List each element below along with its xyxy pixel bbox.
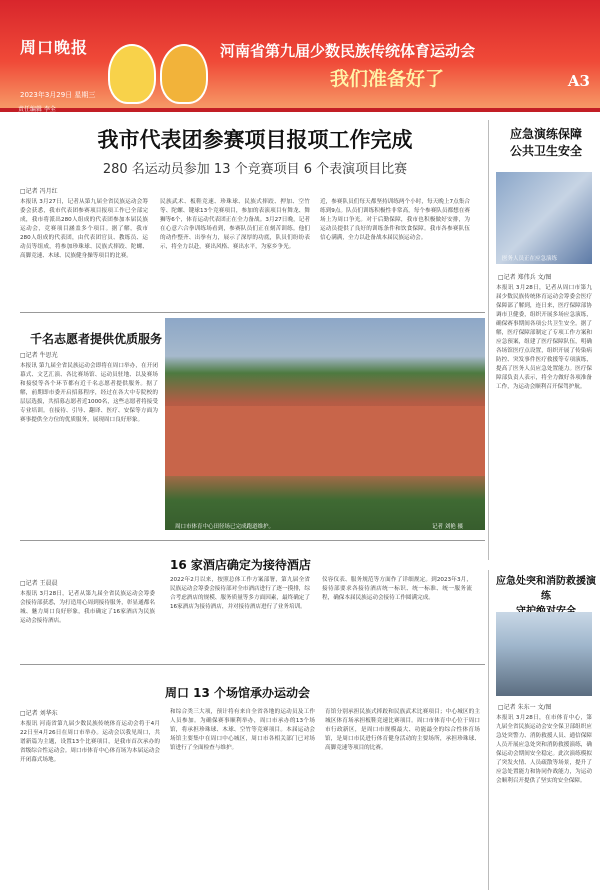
hotels-column-1: 本报讯 3月28日，记者从第九届全省民族运动会筹委会接待部获悉，为打造用心周到接待服务，彰显通都名城、魅力周口良好形象，我市确定了16家酒店为民族运动会接待酒店。 xyxy=(20,591,155,624)
photo-credit: 记者 刘艳 摄 xyxy=(432,524,463,530)
track-maintenance-photo xyxy=(165,318,485,530)
lead-column-2: 民族武术、板鞋竞速、珍珠球、民族式摔跤、押加、空竹等、陀螺、键球13个竞赛项目，参加的表演项目有舞龙、舞狮等6个，体育运动代表团正在全力备战。3月27日晚，记者在心意六合拳训练场看到，参赛队员们正在刻苦训练。他们的动作整齐、出拳有力，展示了深厚的功底，队员们纷纷表示，将全力以赴，赛出风格、赛出水平，为家乡争光。 xyxy=(160,199,310,250)
venues-column-3: 育馆分别承担民族式摔跤和民族武术比赛项目；中心城区的主城区体育场承担板鞋竞速比赛项目。周口市体育中心位于周口市行政新区，是周口市规模最大、功能最全的综合性体育场馆，是周口市民进行体育健身活动的主要场所，承担珍珠球、高脚竞速等项目的比赛。 xyxy=(325,709,480,751)
mascot-right-icon xyxy=(160,44,208,104)
lead-headline: 我市代表团参赛项目报项工作完成 xyxy=(97,127,413,152)
side2-headline-line1: 应急处突和消防救援演练 xyxy=(496,576,596,602)
venues-column-2: 和综合类三大项，预计将有来自全省各地的运动员及工作人员参加。为确保赛事顺利举办，周口市承办的13个场馆，将承担珍珠球、木球、空竹等竞赛项目。本届运动会场馆主要集中在周口中心城区，周口市各相关部门已对场馆进行了全面检查与维护。 xyxy=(170,709,315,751)
page-header xyxy=(0,0,600,112)
hotels-byline: □记者 王晨晨 xyxy=(20,580,58,587)
column-divider xyxy=(488,120,489,560)
side1-headline xyxy=(496,126,596,160)
side1-photo-caption: 医务人员正在应急演练 xyxy=(502,256,558,262)
event-title: 河南省第九届少数民族传统体育运动会 xyxy=(220,42,476,60)
hotels-column-3: 仪容仪表、服务规范等方面作了详细规定。到2023年3月，接待部要求各接待酒店统一标识、统一标准、统一服务流程，确保本届民族运动会接待工作圆满完成。 xyxy=(322,577,472,601)
side1-body: 本报讯 3月28日，记者从周口市第九届少数民族传统体育运动会筹委会医疗保障部了解到，连日来，医疗保障部协调市卫健委，组织开展多场应急演练，确保赛事期间各项公共卫生安全。据了解，医疗保障部制定了专项工作方案和应急预案，组建了医疗保障队伍，明确各场馆医疗点设置，组织开展了传染病防控、突发事件医疗救援等专项演练，提高了医务人员应急处置能力。医疗保障部负责人表示，将全力做好各项准备工作，为运动会顺利召开保驾护航。 xyxy=(496,285,592,390)
side1-byline: □记者 郑伟兵 文/图 xyxy=(498,274,552,281)
responsible-editor: 责任编辑 李全 xyxy=(18,106,56,113)
section-divider xyxy=(20,540,485,541)
lead-column-3: 近，参赛队员们每天都坚持训练两个小时，每天晚上7点集合练到9点。队员们训练积极性非常高，每个参赛队员都想在赛场上为周口争光。对于后勤保障，我市也积极做好安排，为运动员提供了良好的训练条件和饮食保障。我市各参赛队伍信心满满，全力以赴备战本届民族运动会。 xyxy=(320,199,470,241)
venues-column-1: 本报讯 河南省第九届少数民族传统体育运动会将于4月22日至4月26日在周口市举办。运动会以我见周口，共谱新篇为主题，设置13个比赛项目，是我市首次承办的省级综合性运动会。周口市体育中心体育场为本届运动会开闭幕式场地。 xyxy=(20,721,160,763)
lead-column-1: 本报讯 3月27日，记者从第九届全省民族运动会筹委会获悉，我市代表团参赛项目报项工作已全部完成，我市将派出280人组成的代表团参加本届民族运动会，竞赛项目涵盖多个项目。据了解，我市280人组成的代表团，由代表团官员、教练员、运动员等组成，将参加珍珠球、民族式摔跤、陀螺、高脚竞速、木球、民族健身操等项目的比赛。 xyxy=(20,199,148,259)
side1-headline-line2: 公共卫生安全 xyxy=(509,144,582,158)
photo-caption: 周口市体育中心田径场已完成跑道维护。 xyxy=(175,524,275,530)
slogan: 我们准备好了 xyxy=(330,68,445,90)
side1-headline-line1: 应急演练保障 xyxy=(509,127,582,141)
newspaper-logo: 周口晚报 xyxy=(20,38,89,57)
volunteers-body: 本报讯 第九届全省民族运动会即将在周口举办，在开闭幕式、文艺汇演、各比赛场馆、运动员驻地、以及赛场和接驳等各个环节都有近千名志愿者提供服务。据了解，前期即市委开启招募程序，经过在各大中专院校的层层选拔，共招募志愿者近1000名，这些志愿者将接受专业培训。在接待、引导、翻译、医疗、安保等方面为赛事提供全方位的优质服务，展现周口良好形象。 xyxy=(20,363,158,423)
side2-byline: □记者 朱东一 文/图 xyxy=(498,704,552,711)
venues-byline: □记者 刘华东 xyxy=(20,710,58,717)
side2-body: 本报讯 3月28日，在市体育中心，第九届全省民族运动会安全保卫部组织应急处突警力、消防救援人员、通信保障人员开展应急处突和消防救援演练，确保运动会期间安全稳定。此次演练模拟了突发火情、人员疏散等场景，提升了应急处置能力和协同作战能力，为运动会顺利召开提供了坚实的安全保障。 xyxy=(496,715,592,784)
section-divider xyxy=(20,312,485,313)
side1-photo xyxy=(496,172,592,264)
volunteers-headline: 千名志愿者提供优质服务 xyxy=(30,332,163,346)
hotels-column-2: 2022年2月以来，按照总体工作方案部署，第九届全省民族运动会筹委会接待部对全市酒店进行了逐一摸排，综合考虑酒店的规模、服务质量等多方面因素，最终确定了16家酒店为接待酒店，并对接待酒店进行了业务培训。 xyxy=(170,577,310,610)
hotels-headline: 16 家酒店确定为接待酒店 xyxy=(170,558,311,572)
lead-subheadline: 280 名运动员参加 13 个竞赛项目 6 个表演项目比赛 xyxy=(102,162,408,177)
side2-photo xyxy=(496,612,592,696)
section-divider xyxy=(20,664,485,665)
volunteers-byline: □记者 牛思光 xyxy=(20,352,58,359)
header-divider xyxy=(0,108,600,112)
lead-byline: □记者 冯月红 xyxy=(20,188,58,195)
column-divider xyxy=(488,570,489,890)
venues-headline: 周口 13 个场馆承办运动会 xyxy=(165,686,311,700)
issue-date: 2023年3月29日 星期三 xyxy=(20,91,96,99)
mascot-left-icon xyxy=(108,44,156,104)
page-number: A3 xyxy=(567,72,590,90)
running-track-image xyxy=(165,406,485,476)
